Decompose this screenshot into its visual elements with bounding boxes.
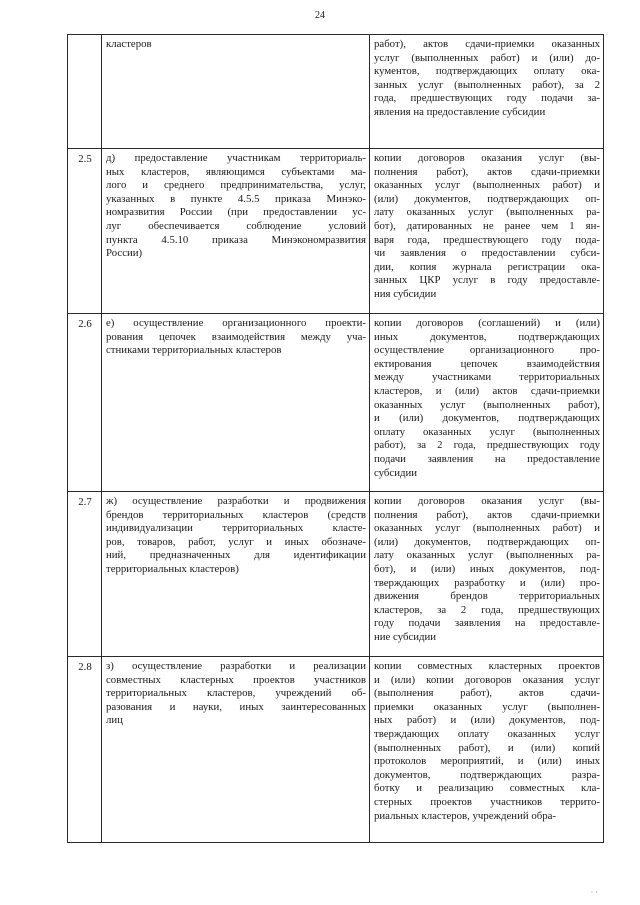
- required-documents-line: документов, подтверждающих разра-: [374, 768, 600, 781]
- requirements-table: [67, 34, 604, 843]
- required-documents-line: занных ЦКР услуг в году предоставле-: [374, 274, 600, 287]
- required-documents-line: ния субсидии: [374, 287, 437, 300]
- required-documents-line: оплату оказанных услуг (выполненных: [374, 425, 600, 438]
- required-documents-line: лату оказанных услуг (выполненных ра-: [374, 206, 600, 219]
- activity-description-line: лиц: [106, 714, 123, 727]
- activity-description: [102, 492, 370, 657]
- required-documents-line: работ), за 2 года, предшествующих году: [374, 439, 600, 452]
- required-documents-line: тверждающих разработку и (или) про-: [374, 576, 600, 589]
- required-documents-line: бот), и (или) иных документов, под-: [374, 562, 600, 575]
- activity-description-line: кластеров: [106, 38, 152, 50]
- required-documents-line: оказанных услуг (выполненных работ) и: [374, 522, 600, 535]
- required-documents-line: ектирования цепочек взаимодействия: [374, 357, 600, 370]
- activity-description-line: брендов территориальных кластеров (средств: [106, 508, 366, 521]
- table-row: [68, 314, 604, 492]
- row-number: 2.7: [68, 492, 102, 657]
- activity-description-line: территориальных кластеров, учреждений об-: [106, 687, 366, 700]
- row-number: 2.8: [68, 657, 102, 843]
- activity-description-line: пункта 4.5.10 приказа Минэкономразвития: [106, 233, 366, 246]
- required-documents-line: дии, копия журнала регистрации ока-: [374, 260, 600, 273]
- activity-description-line: России): [106, 247, 143, 260]
- required-documents: [370, 149, 604, 314]
- table-row: [68, 149, 604, 314]
- activity-description-line: е) осуществление организационного проекти-: [106, 317, 366, 329]
- table-row: [68, 657, 604, 843]
- activity-description-line: ж) осуществление разработки и продвижения: [106, 495, 366, 507]
- required-documents-line: иных документов, подтверждающих: [374, 330, 600, 343]
- required-documents-line: года, предшествующих году подачи за-: [374, 92, 600, 105]
- table-row: [68, 492, 604, 657]
- activity-description-line: рования цепочек взаимодействия между уча-: [106, 330, 366, 343]
- required-documents: [370, 657, 604, 843]
- activity-description-line: ров, товаров, работ, услуг и иных обозначе-: [106, 535, 366, 548]
- activity-description: [102, 314, 370, 492]
- required-documents-line: протоколов мероприятий, и (или) иных: [374, 755, 600, 768]
- activity-description: [102, 35, 370, 149]
- activity-description-line: совместных кластерных проектов участников: [106, 673, 366, 686]
- required-documents-line: стерных проектов участников террито-: [374, 795, 600, 808]
- required-documents-line: варя года, предшествующего году пода-: [374, 233, 600, 246]
- required-documents-line: ботку и реализацию совместных кла-: [374, 782, 600, 795]
- activity-description-line: д) предоставление участникам территориаль-: [106, 152, 366, 164]
- required-documents: [370, 314, 604, 492]
- required-documents-line: работ), актов сдачи-приемки оказанных: [374, 38, 600, 50]
- required-documents-line: чи заявления о предоставлении субси-: [374, 247, 600, 260]
- required-documents-line: лату оказанных услуг (выполненных ра-: [374, 549, 600, 562]
- required-documents-line: полнения работ), актов сдачи-приемки: [374, 508, 600, 521]
- required-documents-line: тверждающих оплату оказанных услуг: [374, 727, 600, 740]
- required-documents-line: (или) документов, подтверждающих оп-: [374, 192, 600, 205]
- required-documents: [370, 492, 604, 657]
- page-number: 24: [315, 10, 325, 21]
- row-number: 2.5: [68, 149, 102, 314]
- required-documents-line: и (или) копии договоров оказания услуг: [374, 673, 600, 686]
- activity-description-line: луг обеспечивается соблюдение условий: [106, 219, 366, 232]
- activity-description-line: территориальных кластеров): [106, 562, 239, 575]
- activity-description-line: ных кластеров, являющимся субъектами ма-: [106, 165, 366, 178]
- row-number: 2.6: [68, 314, 102, 492]
- activity-description-line: стниками территориальных кластеров: [106, 344, 282, 357]
- required-documents-line: занных услуг (выполненных работ), за 2: [374, 78, 600, 91]
- required-documents-line: кластеров, за 2 года, предшествующих: [374, 603, 600, 616]
- activity-description-line: ний, предназначенных для идентификации: [106, 549, 366, 562]
- activity-description: [102, 149, 370, 314]
- activity-description-line: разования и науки, иных заинтересованных: [106, 700, 366, 713]
- required-documents: [370, 35, 604, 149]
- required-documents-line: году подачи заявления на предоставле-: [374, 617, 600, 630]
- required-documents-line: ние субсидии: [374, 630, 437, 643]
- required-documents-line: копии договоров оказания услуг (вы-: [374, 152, 600, 164]
- required-documents-line: (или) документов, подтверждающих оп-: [374, 535, 600, 548]
- activity-description-line: з) осуществление разработки и реализации: [106, 660, 366, 672]
- required-documents-line: ных работ) и (или) документов, под-: [374, 714, 600, 727]
- activity-description-line: лого и среднего предпринимательства, услуг,: [106, 179, 366, 192]
- required-documents-line: риальных кластеров, учреждений обра-: [374, 809, 557, 822]
- required-documents-line: (выполненных работ), и (или) копий: [374, 741, 600, 754]
- activity-description-line: индивидуализации территориальных класте-: [106, 522, 366, 535]
- required-documents-line: кластеров, и (или) актов сдачи-приемки: [374, 384, 600, 397]
- required-documents-line: между участниками территориальных: [374, 371, 600, 384]
- required-documents-line: оказанных услуг (выполненных работ) и: [374, 179, 600, 192]
- required-documents-line: копии совместных кластерных проектов: [374, 660, 600, 672]
- required-documents-line: бот), датированных не ранее чем 1 ян-: [374, 219, 600, 232]
- required-documents-line: (выполнения работ), актов сдачи-: [374, 687, 600, 700]
- required-documents-line: явления на предоставление субсидии: [374, 105, 546, 118]
- required-documents-line: и (или) документов, подтверждающих: [374, 412, 600, 425]
- required-documents-line: движения брендов территориальных: [374, 590, 600, 603]
- required-documents-line: услуг (выполненных работ) и (или) до-: [374, 51, 600, 64]
- required-documents-line: субсидии: [374, 466, 418, 479]
- row-number: [68, 35, 102, 149]
- required-documents-line: приемки оказанных услуг (выполнен-: [374, 700, 600, 713]
- activity-description-line: номразвития России (при предоставлении ус-: [106, 206, 366, 219]
- activity-description: [102, 657, 370, 843]
- required-documents-line: копии договоров (соглашений) и (или): [374, 317, 600, 329]
- required-documents-line: подачи заявления на предоставление: [374, 452, 600, 465]
- required-documents-line: полнения работ), актов сдачи-приемки: [374, 165, 600, 178]
- required-documents-line: копии договоров оказания услуг (вы-: [374, 495, 600, 507]
- activity-description-line: указанных в пункте 4.5.5 приказа Минэко-: [106, 192, 366, 205]
- required-documents-line: осуществление организационного про-: [374, 344, 600, 357]
- table-row: [68, 35, 604, 149]
- scan-mark: · ·: [590, 888, 598, 897]
- required-documents-line: кументов, подтверждающих оплату ока-: [374, 65, 600, 78]
- required-documents-line: оказанных услуг (выполненных работ),: [374, 398, 600, 411]
